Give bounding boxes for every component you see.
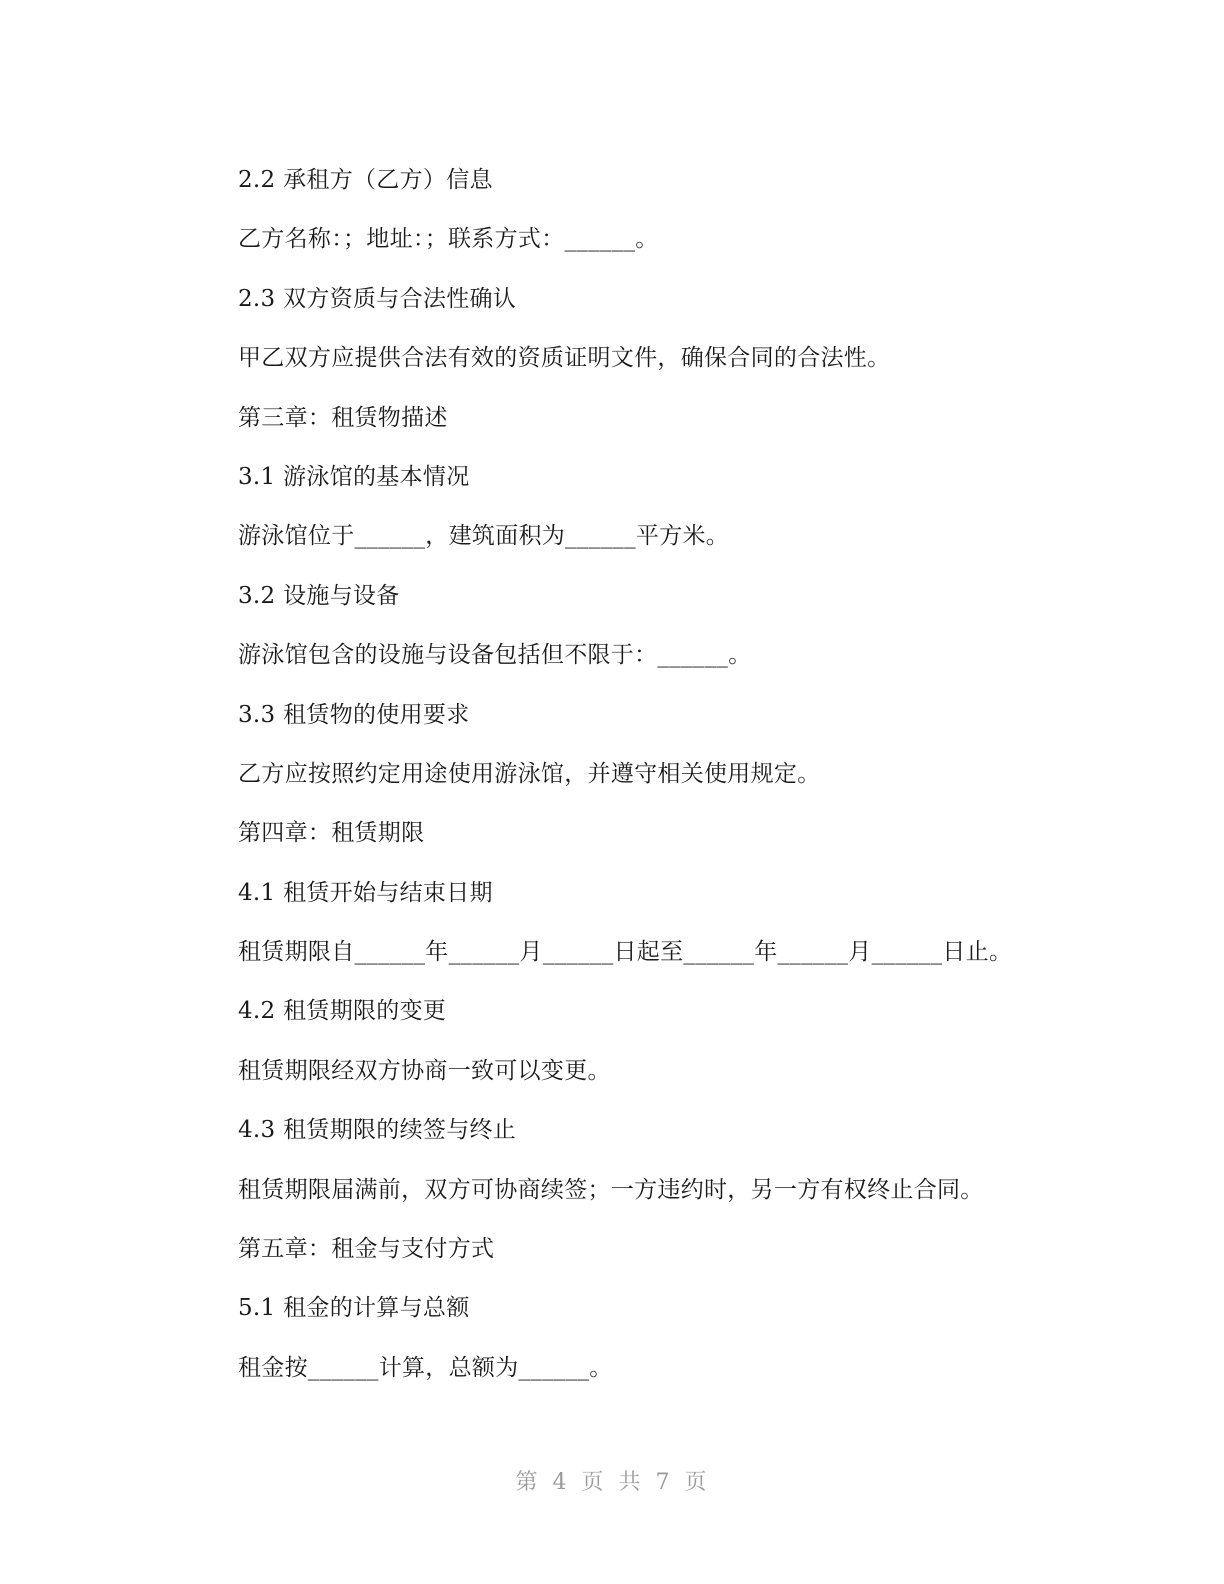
chapter-heading-5: 第五章：租金与支付方式 — [238, 1236, 495, 1263]
chapter-heading-3: 第三章：租赁物描述 — [238, 404, 448, 431]
qualification-text: 甲乙双方应提供合法有效的资质证明文件，确保合同的合法性。 — [238, 345, 891, 372]
venue-location-text: 游泳馆位于______，建筑面积为______平方米。 — [238, 523, 730, 550]
section-heading-4-3: 4.3 租赁期限的续签与终止 — [238, 1117, 517, 1144]
section-heading-2-2: 2.2 承租方（乙方）信息 — [238, 167, 493, 193]
section-heading-2-3: 2.3 双方资质与合法性确认 — [238, 285, 517, 312]
usage-requirement-text: 乙方应按照约定用途使用游泳馆，并遵守相关使用规定。 — [238, 760, 821, 787]
section-heading-3-1: 3.1 游泳馆的基本情况 — [238, 463, 470, 490]
rent-calculation-text: 租金按______计算，总额为______。 — [238, 1354, 613, 1381]
renewal-termination-text: 租赁期限届满前，双方可协商续签；一方违约时，另一方有权终止合同。 — [238, 1176, 984, 1203]
party-b-info-text: 乙方名称：；地址：；联系方式：______。 — [238, 226, 659, 253]
document-body — [238, 160, 1138, 1407]
lease-dates-text: 租赁期限自______年______月______日起至______年______月______日止。 — [238, 939, 1013, 966]
facilities-text: 游泳馆包含的设施与设备包括但不限于：______。 — [238, 642, 752, 669]
section-heading-3-2: 3.2 设施与设备 — [238, 582, 400, 609]
page-number-footer: 第 4 页 共 7 页 — [515, 1470, 709, 1495]
section-heading-3-3: 3.3 租赁物的使用要求 — [238, 701, 470, 728]
section-heading-5-1: 5.1 租金的计算与总额 — [238, 1295, 470, 1322]
chapter-heading-4: 第四章：租赁期限 — [238, 820, 425, 847]
section-heading-4-2: 4.2 租赁期限的变更 — [238, 998, 447, 1025]
section-heading-4-1: 4.1 租赁开始与结束日期 — [238, 879, 493, 906]
lease-change-text: 租赁期限经双方协商一致可以变更。 — [238, 1057, 611, 1084]
